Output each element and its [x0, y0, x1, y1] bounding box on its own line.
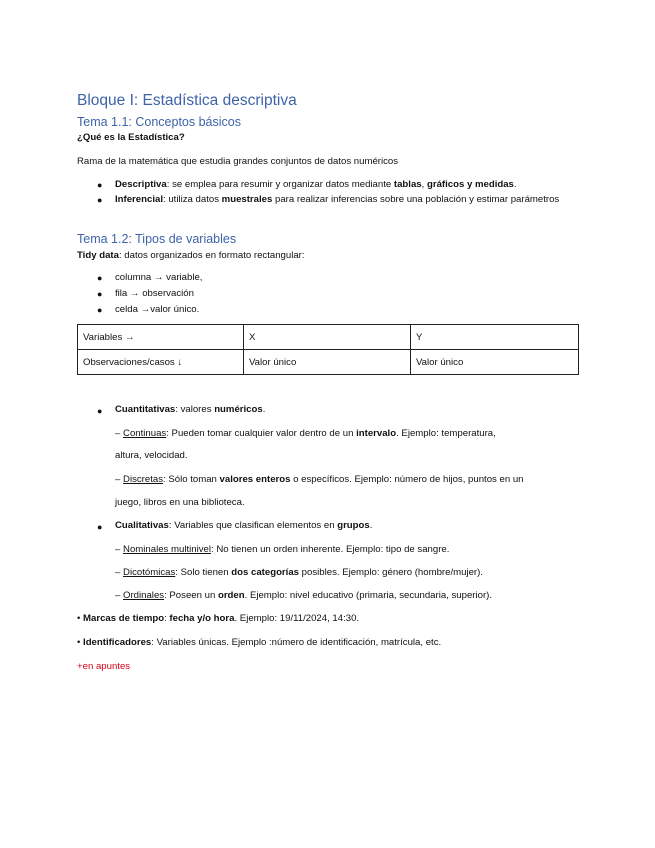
- table-row: [78, 325, 579, 350]
- page-title: Bloque I: Estadística descriptiva: [77, 92, 297, 109]
- question-heading: ¿Qué es la Estadística?: [77, 132, 185, 143]
- definition-text: Rama de la matemática que estudia grandes conjuntos de datos numéricos: [77, 156, 399, 167]
- table-cell: Y: [411, 325, 579, 350]
- discretas-text-line2: juego, libros en una biblioteca.: [115, 497, 245, 508]
- list-item-inferencial: Inferencial: utiliza datos muestrales para realizar inferencias sobre una población y estimar parámetros: [115, 194, 560, 205]
- list-item: columna → variable,: [115, 272, 203, 283]
- continuas-text: – Continuas: Pueden tomar cualquier valor dentro de un intervalo. Ejemplo: temperatura,: [115, 428, 496, 439]
- section-heading-tipos: Tema 1.2: Tipos de variables: [77, 232, 237, 246]
- bullet-icon: ●: [97, 406, 103, 416]
- bullet-icon: ●: [97, 180, 103, 190]
- tidy-data-table: [77, 324, 579, 375]
- list-item: fila → observación: [115, 288, 194, 299]
- discretas-text: – Discretas: Sólo toman valores enteros o específicos. Ejemplo: número de hijos, puntos en un: [115, 474, 524, 485]
- bullet-icon: ●: [97, 195, 103, 205]
- ordinales-text: – Ordinales: Poseen un orden. Ejemplo: nivel educativo (primaria, secundaria, superior).: [115, 590, 493, 601]
- continuas-text-line2: altura, velocidad.: [115, 450, 188, 461]
- bullet-icon: ●: [97, 289, 103, 299]
- table-cell: Variables →: [78, 325, 244, 350]
- table-cell: X: [244, 325, 411, 350]
- tidy-data-text: Tidy data: datos organizados en formato rectangular:: [77, 250, 305, 261]
- marcas-de-tiempo-text: • Marcas de tiempo: fecha y/o hora. Ejemplo: 19/11/2024, 14:30.: [77, 613, 360, 624]
- bullet-icon: ●: [97, 522, 103, 532]
- dicotomicas-text: – Dicotómicas: Solo tienen dos categorías posibles. Ejemplo: género (hombre/mujer).: [115, 567, 483, 578]
- list-item-descriptiva: Descriptiva: se emplea para resumir y organizar datos mediante tablas, gráficos y medidas.: [115, 179, 517, 190]
- table-cell: Observaciones/casos ↓: [78, 350, 244, 375]
- bullet-icon: ●: [97, 273, 103, 283]
- bullet-icon: ●: [97, 305, 103, 315]
- apuntes-note: +en apuntes: [77, 661, 131, 672]
- nominales-text: – Nominales multinivel: No tienen un orden inherente. Ejemplo: tipo de sangre.: [115, 544, 450, 555]
- list-item: celda →valor único.: [115, 304, 200, 315]
- section-heading-conceptos: Tema 1.1: Conceptos básicos: [77, 115, 241, 129]
- table-row: [78, 350, 579, 375]
- table-cell: Valor único: [411, 350, 579, 375]
- table-cell: Valor único: [244, 350, 411, 375]
- identificadores-text: • Identificadores: Variables únicas. Ejemplo :número de identificación, matrícula, etc.: [77, 637, 442, 648]
- list-item-cuantitativas: Cuantitativas: valores numéricos.: [115, 404, 266, 415]
- list-item-cualitativas: Cualitativas: Variables que clasifican elementos en grupos.: [115, 520, 373, 531]
